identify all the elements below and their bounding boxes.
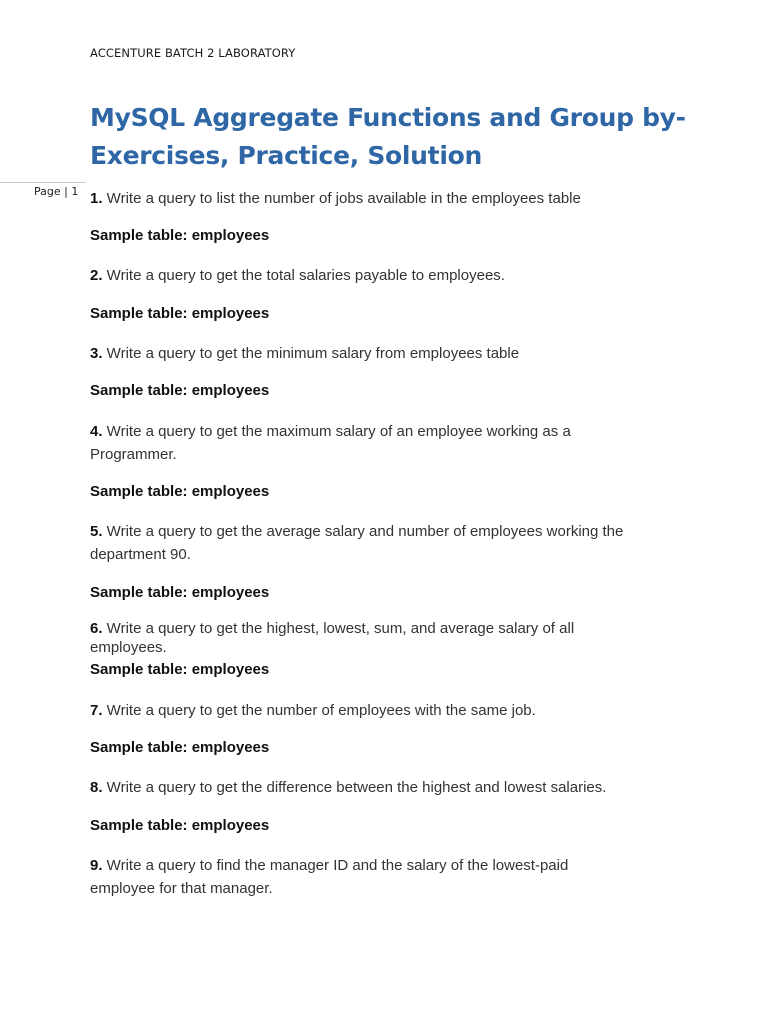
question-text: Write a query to get the minimum salary from employees table [102,345,520,362]
question-6 [90,619,630,657]
question-number: 6. [90,620,103,637]
question-number: 1. [90,190,103,207]
question-number: 2. [90,267,103,284]
sample-table-label-2: Sample table: employees [90,305,270,322]
question-number: 4. [90,423,103,440]
question-1 [90,187,690,210]
question-9 [90,854,630,900]
question-number: 7. [90,702,103,719]
question-8 [90,776,690,799]
sample-table-label-8: Sample table: employees [90,817,270,834]
question-text: Write a query to get the average salary and number of employees working the department 90. [90,523,624,563]
question-text: Write a query to get the number of employees with the same job. [102,702,536,719]
title-line-1: MySQL Aggregate Functions and Group by- [90,103,686,132]
page-header: ACCENTURE BATCH 2 LABORATORY [90,46,296,60]
question-text: Write a query to get the highest, lowest, sum, and average salary of all employees. [90,620,575,656]
question-5 [90,520,680,566]
question-number: 9. [90,857,103,874]
page-title [90,99,710,175]
question-3 [90,342,690,365]
sample-table-label-3: Sample table: employees [90,382,270,399]
question-number: 5. [90,523,103,540]
question-text: Write a query to get the difference between the highest and lowest salaries. [102,779,607,796]
question-text: Write a query to find the manager ID and the salary of the lowest-paid employee for that manager. [90,857,569,897]
sample-table-label-1: Sample table: employees [90,227,270,244]
sample-table-label-4: Sample table: employees [90,483,270,500]
question-number: 8. [90,779,103,796]
page-number-label: Page | 1 [34,185,79,198]
question-7 [90,699,690,722]
title-line-2: Exercises, Practice, Solution [90,141,482,170]
question-2 [90,264,690,287]
question-text: Write a query to get the total salaries payable to employees. [102,267,505,284]
question-text: Write a query to get the maximum salary of an employee working as a Programmer. [90,423,571,463]
question-text: Write a query to list the number of jobs available in the employees table [102,190,581,207]
sample-table-label-7: Sample table: employees [90,739,270,756]
question-4 [90,420,630,466]
question-number: 3. [90,345,103,362]
sample-table-label-6: Sample table: employees [90,661,270,678]
sample-table-label-5: Sample table: employees [90,584,270,601]
